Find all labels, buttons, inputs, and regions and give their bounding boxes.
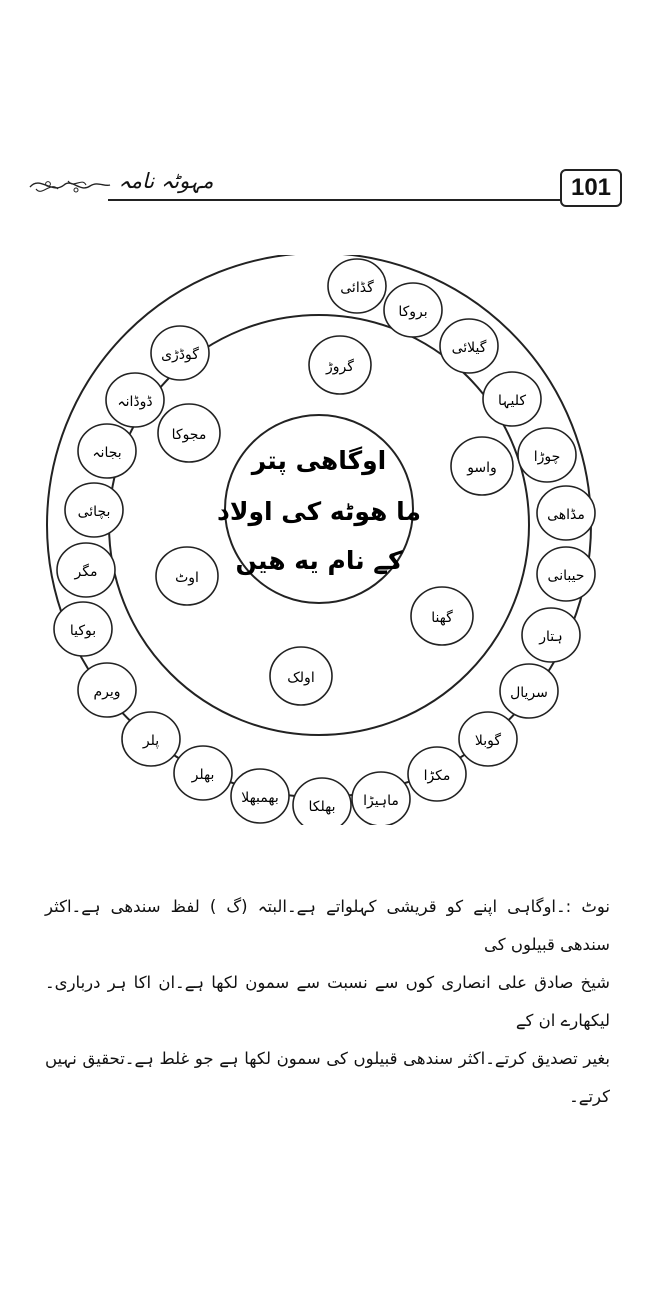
outer-ring-name-label: مگر xyxy=(74,564,98,580)
inner-ring-name-label: واسو xyxy=(467,460,497,476)
page-header xyxy=(0,165,650,215)
outer-ring-name-label: چوڑا xyxy=(533,449,561,465)
page-number: 101 xyxy=(560,169,622,207)
outer-ring-name-label: پلر xyxy=(142,733,160,749)
outer-ring-name-label: بچائی xyxy=(77,504,111,520)
floral-ornament-icon xyxy=(28,173,112,199)
inner-ring-name-label: اولک xyxy=(287,670,315,686)
center-line-3: کے نام یه هیں xyxy=(235,546,403,575)
center-heading xyxy=(217,446,421,576)
outer-ring-name-label: گوبلا xyxy=(474,733,502,749)
outer-ring-name-label: ڈوڈانہ xyxy=(117,394,153,410)
note-line-1: نوٹ :۔اوگاہی اپنے کو قریشی کہلواتے ہے۔البتہ (گ ) لفظ سندھی ہے۔اکثر سندھی قبیلوں کی xyxy=(45,897,610,954)
outer-ring-name-label: بوکیا xyxy=(69,623,97,639)
outer-ring-name-label: بجانہ xyxy=(92,445,122,461)
outer-ring-circle xyxy=(47,255,591,797)
book-title: مہوٹہ نامہ xyxy=(118,169,214,193)
outer-ring-name-label: گوڈڑی xyxy=(161,347,199,363)
outer-ring-name-label: ویرم xyxy=(93,684,121,700)
center-line-2: ما ھوٹه کی اولاد xyxy=(217,497,421,526)
outer-ring-name-label: بھلر xyxy=(191,767,215,783)
outer-ring-name-label: مکڑا xyxy=(423,768,451,784)
outer-ring-name-label: کلیہا xyxy=(498,393,526,409)
outer-ring-name-label: بھمبھلا xyxy=(241,790,279,806)
inner-ring-name-label: مجوکا xyxy=(171,427,207,443)
note-line-3: بغیر تصدیق کرتے۔اکثر سندھی قبیلوں کی سمون لکھا ہے جو غلط ہے۔تحقیق نہیں کرتے۔ xyxy=(45,1049,610,1106)
outer-ring-name-label: ہتار xyxy=(539,629,563,645)
outer-ring-name-label: مڈاھی xyxy=(547,507,585,523)
center-line-1: اوگاھی پتر xyxy=(251,446,387,475)
outer-ring-name-label: گیلائی xyxy=(451,340,487,356)
lineage-diagram xyxy=(0,255,650,825)
note-line-2: شیخ صادق علی انصاری کوں سے نسبت سے سمون لکھا ہے۔ان اکا ہر درباری۔لیکھارے ان کے xyxy=(45,973,610,1030)
outer-ring-name-label: بھلکا xyxy=(308,799,336,815)
outer-ring-name-label: گڈائی xyxy=(340,280,374,296)
header-rule xyxy=(108,199,588,201)
outer-ring-name-label: ماہیڑا xyxy=(363,793,399,809)
inner-ring-name-label: اوٹ xyxy=(175,570,199,586)
outer-ring-name-label: بروکا xyxy=(398,304,428,320)
inner-ring-name-label: گھنا xyxy=(431,610,453,626)
inner-ring-name-label: گروڑ xyxy=(326,359,354,375)
footnote xyxy=(45,888,610,1116)
outer-ring-name-label: سریال xyxy=(510,685,548,701)
outer-ring-name-label: حیبانی xyxy=(547,568,585,584)
